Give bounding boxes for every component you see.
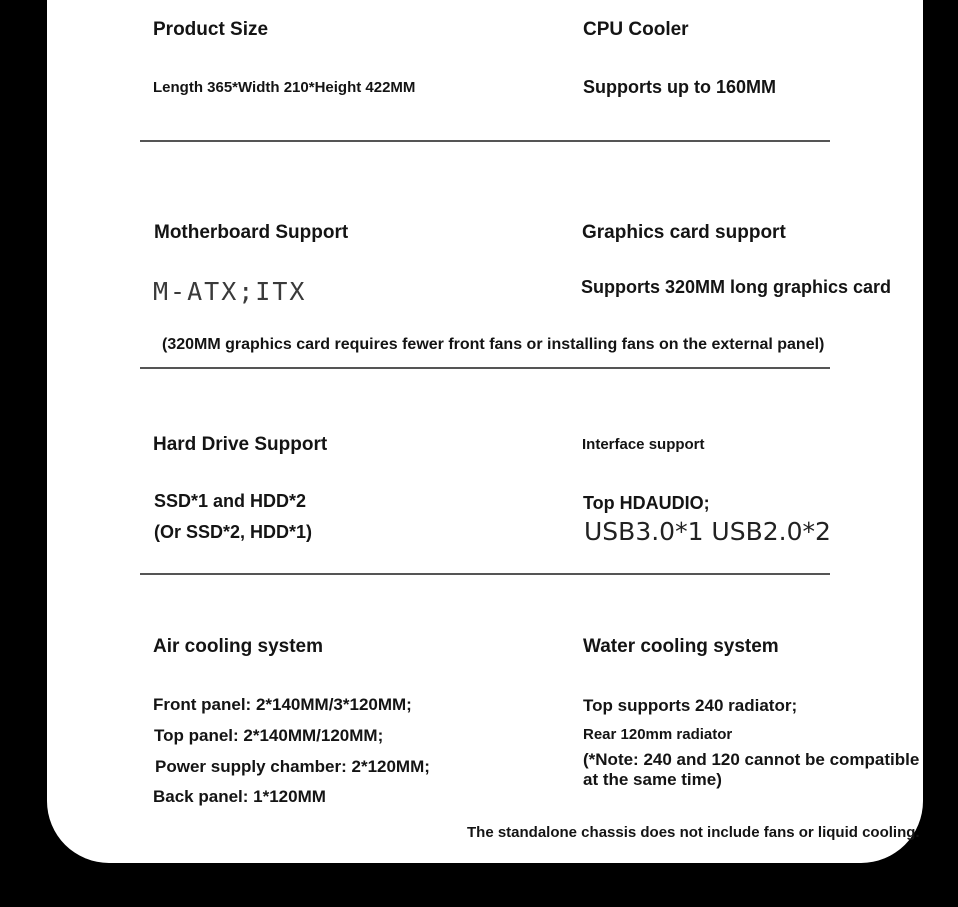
water-cooling-line: Top supports 240 radiator; (583, 696, 798, 715)
cpu-cooler-value: Supports up to 160MM (583, 77, 776, 97)
graphics-card-value: Supports 320MM long graphics card (581, 277, 892, 297)
water-cooling-line: at the same time) (583, 770, 722, 789)
hard-drive-label: Hard Drive Support (153, 434, 328, 455)
motherboard-value: M-ATX;ITX (153, 277, 307, 306)
water-cooling-line: Rear 120mm radiator (583, 726, 733, 743)
air-cooling-line: Power supply chamber: 2*120MM; (155, 757, 430, 776)
air-cooling-label: Air cooling system (153, 636, 323, 657)
water-cooling-line: (*Note: 240 and 120 cannot be compatible (583, 750, 920, 769)
hard-drive-line-2: (Or SSD*2, HDD*1) (154, 522, 313, 542)
product-size-value: Length 365*Width 210*Height 422MM (153, 79, 416, 96)
interface-label: Interface support (582, 436, 705, 453)
air-cooling-line: Front panel: 2*140MM/3*120MM; (153, 695, 412, 714)
graphics-card-label: Graphics card support (582, 222, 786, 243)
interface-line-1: Top HDAUDIO; (583, 493, 710, 513)
interface-line-2: USB3.0*1 USB2.0*2 (584, 517, 831, 546)
motherboard-label: Motherboard Support (154, 222, 349, 243)
water-cooling-label: Water cooling system (583, 636, 779, 657)
cpu-cooler-label: CPU Cooler (583, 19, 689, 40)
divider (140, 367, 830, 369)
graphics-card-note: (320MM graphics card requires fewer front fans or installing fans on the external panel) (162, 336, 825, 353)
divider (140, 573, 830, 575)
air-cooling-line: Back panel: 1*120MM (153, 787, 326, 806)
product-size-label: Product Size (153, 19, 269, 40)
footer-note: The standalone chassis does not include fans or liquid cooling. (467, 824, 920, 841)
air-cooling-line: Top panel: 2*140MM/120MM; (154, 726, 384, 745)
divider (140, 140, 830, 142)
hard-drive-line-1: SSD*1 and HDD*2 (154, 491, 307, 511)
